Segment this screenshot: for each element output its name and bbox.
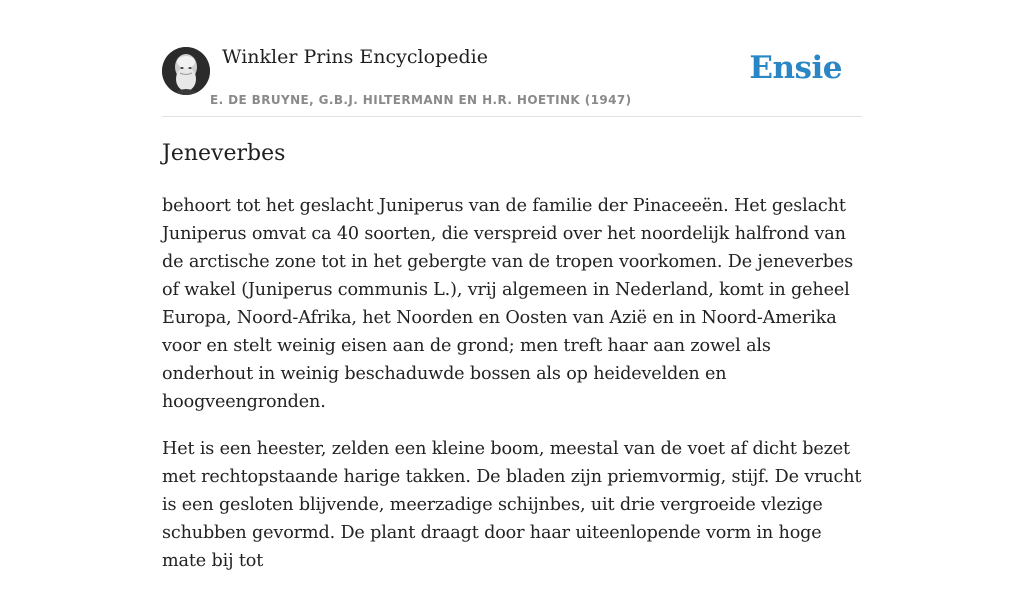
paragraph: behoort tot het geslacht Juniperus van de familie der Pinaceeën. Het geslacht Juniperus omvat ca 40 soorten, die verspreid over het noordelijk halfrond van de arctische zone tot in het gebergte van de tropen voorkomen. De jeneverbes of wakel (Juniperus communis L.), vrij algemeen in Nederland, komt in geheel Europa, Noord-Afrika, het Noorden en Oosten van Azië en in Noord-Amerika voor en stelt weinig eisen aan de grond; men treft haar aan zowel als onderhout in weinig beschaduwde bossen als op heidevelden en hoogveengronden. bbox=[162, 196, 853, 412]
author-avatar[interactable] bbox=[162, 47, 210, 95]
ensie-logo[interactable]: Ensie bbox=[749, 50, 842, 86]
portrait-image bbox=[162, 47, 210, 95]
header bbox=[162, 0, 862, 117]
book-title[interactable]: Winkler Prins Encyclopedie bbox=[222, 46, 488, 68]
paragraph: Het is een heester, zelden een kleine boom, meestal van de voet af dicht bezet met rechtopstaande harige takken. De bladen zijn priemvormig, stijf. De vrucht is een gesloten blijvende, meerzadige schijnbes, uit drie vergroeide vlezige schubben gevormd. De plant draagt door haar uiteenlopende vorm in hoge mate bij tot bbox=[162, 439, 862, 571]
entry-body bbox=[162, 192, 862, 594]
page bbox=[162, 0, 862, 571]
entry-title: Jeneverbes bbox=[162, 141, 286, 166]
authors-line: E. DE BRUYNE, G.B.J. HILTERMANN EN H.R. HOETINK (1947) bbox=[210, 93, 632, 107]
